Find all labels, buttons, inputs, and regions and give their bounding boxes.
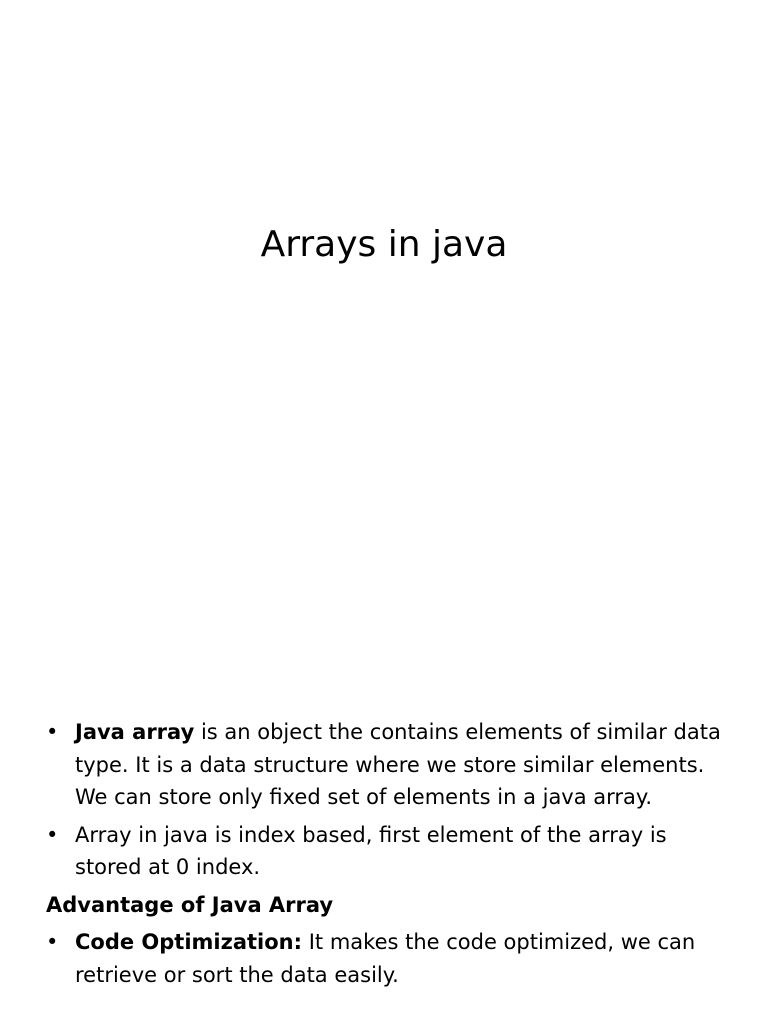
bullet-item <box>46 926 736 991</box>
section-heading: Advantage of Java Array <box>46 892 334 917</box>
bullet-item <box>46 819 736 884</box>
bullet-dot-icon: • <box>46 720 59 744</box>
bullet-text: is an object the contains elements of similar data type. It is a data structure where we store similar elements. We can store only fixed set of elements in a java array. <box>75 720 721 809</box>
slide-body <box>46 716 736 996</box>
bullet-dot-icon: • <box>46 822 59 847</box>
bullet-bold-text: Java array <box>75 720 195 744</box>
bullet-dot-icon: • <box>46 930 59 954</box>
bullet-list-top <box>46 716 736 884</box>
bullet-list-bottom <box>46 926 736 991</box>
slide-title: Arrays in java <box>260 224 508 265</box>
bullet-item <box>46 716 736 814</box>
bullet-text: It makes the code optimized, we can retrieve or sort the data easily. <box>75 930 696 987</box>
bullet-text: Array in java is index based, first element of the array is stored at 0 index. <box>75 822 667 879</box>
bullet-bold-text: Code Optimization: <box>75 930 303 954</box>
